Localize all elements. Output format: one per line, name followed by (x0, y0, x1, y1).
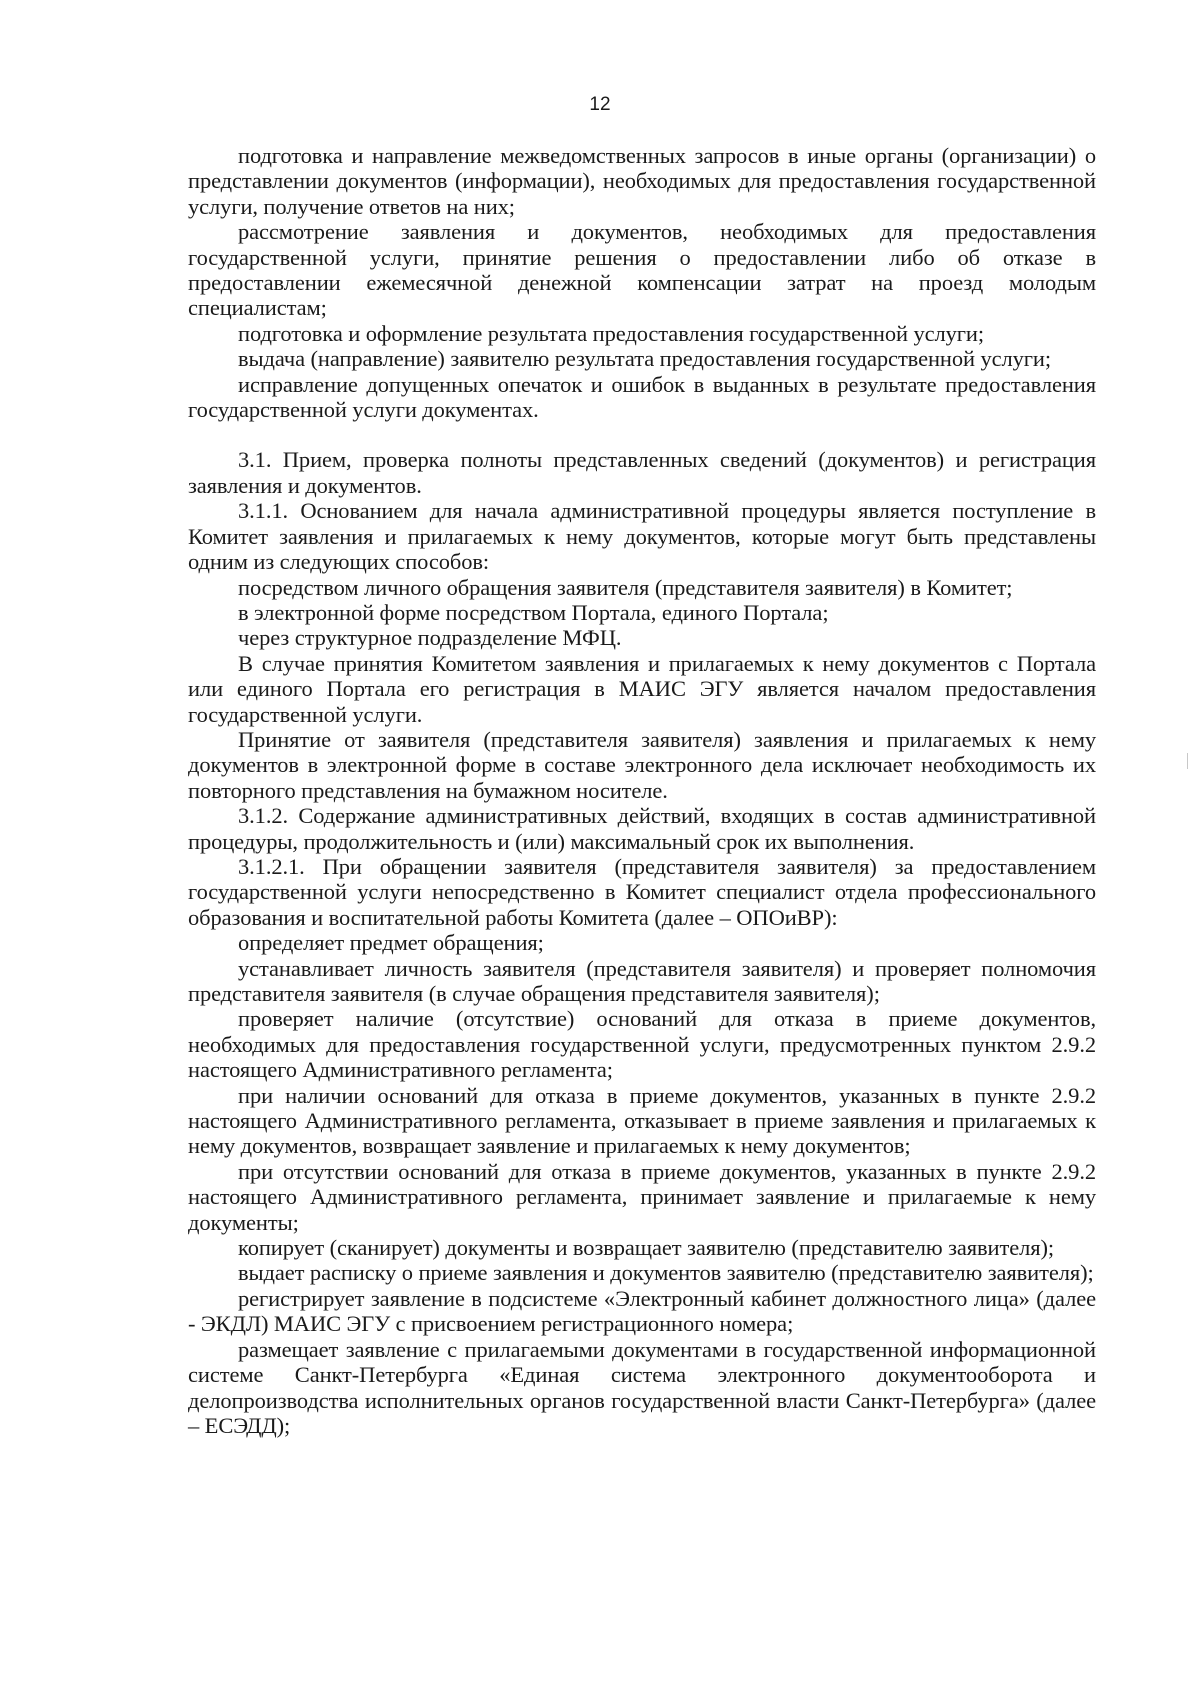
section-heading-3-1: 3.1. Прием, проверка полноты представленных сведений (документов) и регистрация заявления и документов. (188, 447, 1096, 498)
paragraph: устанавливает личность заявителя (представителя заявителя) и проверяет полномочия представителя заявителя (в случае обращения представителя заявителя); (188, 955, 1096, 1006)
paragraph: определяет предмет обращения; (238, 930, 544, 956)
paragraph: при отсутствии оснований для отказа в приеме документов, указанных в пункте 2.9.2 настоящего Административного регламента, принимает заявление и прилагаемые к нему документы; (188, 1158, 1096, 1235)
paragraph: размещает заявление с прилагаемыми документами в государственной информационной системе Санкт-Петербурга «Единая система электронного документооборота и делопроизводства исполнительных органов государственной власти Санкт-Петербурга» (далее – ЕСЭДД); (188, 1336, 1096, 1438)
paragraph: через структурное подразделение МФЦ. (238, 625, 622, 651)
paragraph: регистрирует заявление в подсистеме «Электронный кабинет должностного лица» (далее - ЭКДЛ) МАИС ЭГУ с присвоением регистрационного номера; (188, 1285, 1096, 1337)
paragraph: проверяет наличие (отсутствие) оснований для отказа в приеме документов, необходимых для предоставления государственной услуги, предусмотренных пунктом 2.9.2 настоящего Административного регламента; (188, 1006, 1096, 1083)
paragraph: выдает расписку о приеме заявления и документов заявителю (представителю заявителя); (238, 1260, 1094, 1286)
paragraph: при наличии оснований для отказа в приеме документов, указанных в пункте 2.9.2 настоящего Административного регламента, отказывает в приеме заявления и прилагаемых к нему документов, возвращает заявление и прилагаемых к нему документов; (188, 1082, 1096, 1159)
paragraph: 3.1.2.1. При обращении заявителя (представителя заявителя) за предоставлением государственной услуги непосредственно в Комитет специалист отдела профессионального образования и воспитательной работы Комитета (далее – ОПОиВР): (188, 853, 1096, 930)
paragraph: в электронной форме посредством Портала, единого Портала; (238, 599, 829, 625)
paragraph: подготовка и оформление результата предоставления государственной услуги; (238, 320, 985, 346)
paragraph: рассмотрение заявления и документов, необходимых для предоставления государственной услуги, принятие решения о предоставлении либо об отказе в предоставлении ежемесячной денежной компенсации затрат на проезд молодым специалистам; (188, 219, 1096, 321)
paragraph: В случае принятия Комитетом заявления и прилагаемых к нему документов с Портала или единого Портала его регистрация в МАИС ЭГУ является началом предоставления государственной услуги. (188, 650, 1096, 727)
paragraph: подготовка и направление межведомственных запросов в иные органы (организации) о представлении документов (информации), необходимых для предоставления государственной услуги, получение ответов на них; (188, 143, 1096, 219)
scan-artifact (1187, 753, 1188, 769)
page-number: 12 (589, 94, 611, 115)
paragraph: выдача (направление) заявителю результата предоставления государственной услуги; (238, 346, 1051, 372)
paragraph: 3.1.1. Основанием для начала административной процедуры является поступление в Комитет заявления и прилагаемых к нему документов, которые могут быть представлены одним из следующих способов: (188, 498, 1096, 575)
paragraph: 3.1.2. Содержание административных действий, входящих в состав административной процедуры, продолжительность и (или) максимальный срок их выполнения. (188, 803, 1096, 854)
paragraph: исправление допущенных опечаток и ошибок в выданных в результате предоставления государственной услуги документах. (188, 371, 1096, 423)
paragraph: Принятие от заявителя (представителя заявителя) заявления и прилагаемых к нему документов в электронной форме в составе электронного дела исключает необходимость их повторного представления на бумажном носителе. (188, 726, 1096, 803)
document-body (188, 143, 1096, 1438)
paragraph: посредством личного обращения заявителя (представителя заявителя) в Комитет; (238, 574, 1013, 600)
paragraph: копирует (сканирует) документы и возвращает заявителю (представителю заявителя); (238, 1235, 1054, 1261)
